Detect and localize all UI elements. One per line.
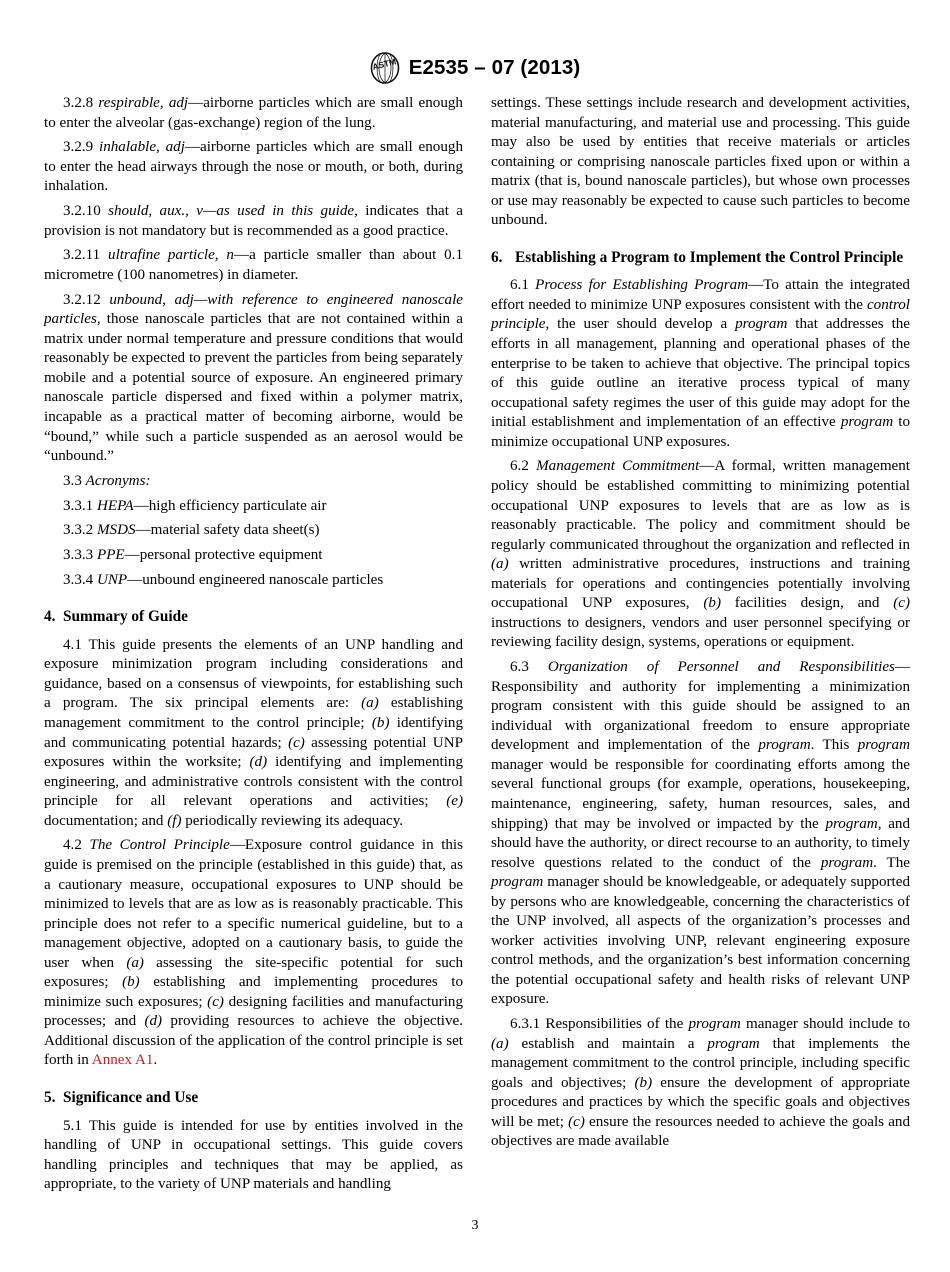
clause-text: —airborne particles which are small enough to enter the head airways through the nose or mouth, or both, during inhalation.: [44, 139, 463, 195]
defined-term: unbound, adj—with reference to engineered nanoscale particles: [44, 291, 463, 328]
clause-text: ensure the development of appropriate procedures and practices by which the specific goals and objectives will be met;: [491, 1074, 910, 1130]
clause-number: 3.2.8: [63, 95, 94, 111]
acronym-term: PPE: [96, 546, 125, 563]
emphasis-program: program: [857, 737, 910, 754]
list-marker-a: (a): [126, 954, 144, 971]
clause-text: facilities design, and: [720, 595, 894, 612]
clause-text: assessing the site-specific potential for such exposures;: [44, 954, 463, 991]
acronym-term: UNP: [96, 571, 128, 588]
clause-text: documentation; and: [44, 812, 168, 829]
list-marker-c: (c): [288, 734, 305, 751]
right-column: [491, 94, 910, 1195]
paragraph-3-2-12: [44, 291, 463, 467]
list-marker-e: (e): [446, 793, 463, 810]
paragraph-3-3: [44, 472, 463, 492]
acronym-term: MSDS: [96, 522, 136, 539]
clause-text: , and should have the authority, or direct recourse to an authority, to timely resolve questions related to the conduct of the: [491, 815, 910, 871]
clause-text: —A formal, written management policy should be established committing to minimizing potential occupational UNP exposures to levels that are as low as is reasonably practicable. The policy and commitment should be regularly communicated throughout the organization and reflected in: [491, 458, 910, 553]
clause-text: designing facilities and manufacturing processes; and: [44, 993, 463, 1030]
paragraph-5-1-continued: settings. These settings include research and development activities, material manufacturing, and material use and processing. This guide may also be used by entities that receive materials or articles containing or comprising nanoscale particles fixed upon or within a matrix (that is, bound nanoscale particles), but whose own processes or use may reasonably be expected to cause such particles to become unbound.: [491, 95, 910, 229]
emphasis-control-principle: control principle: [491, 296, 910, 333]
clause-text: identifying and implementing engineering, and administrative controls consistent with the control principle for all relevant operations and activities;: [44, 754, 463, 810]
clause-text: This guide is intended for use by entities involved in the handling of UNP in occupational settings. This guide covers handling principles and techniques that may be applied, as appropriate, to the variety of UNP materials and handling: [44, 1117, 463, 1193]
clause-number: 6.3.1: [510, 1016, 541, 1033]
paragraph-3-2-9: [44, 138, 463, 197]
clause-text: . The: [873, 854, 910, 871]
clause-text: , those nanoscale particles that are not contained within a matrix under normal temperature and pressure conditions that would reasonably be expected to prevent the particles from being separately mobile and a potential source of exposure. An engineered primary nanoscale particle dispersed and fixed within a polymer matrix, incapable as a practical matter of becoming airborne, would be “bound,” while such a particle suspended as an aerosol would be “unbound.”: [44, 311, 463, 465]
defined-term: Acronyms:: [85, 472, 151, 489]
paragraph-6-1: [491, 276, 910, 452]
acronym-term: HEPA: [96, 497, 134, 514]
paragraph-3-3-3: [44, 546, 463, 566]
paragraph-6-3: [491, 658, 910, 1010]
clause-text: providing resources to achieve the objective. Additional discussion of the application of the control principle is set forth in: [44, 1013, 464, 1069]
clause-number: 5.1: [63, 1117, 82, 1134]
section-heading-4: [44, 607, 463, 627]
paragraph-3-2-11: [44, 246, 463, 285]
emphasis-program: program: [688, 1016, 741, 1033]
clause-number: 4.1: [63, 636, 82, 653]
defined-term: inhalable, adj: [99, 139, 185, 156]
clause-text: —material safety data sheet(s): [135, 522, 320, 539]
list-marker-c: (c): [893, 595, 910, 612]
clause-number: 3.3: [63, 472, 82, 489]
emphasis-program: program: [735, 316, 788, 333]
defined-term: Process for Establishing Program: [535, 277, 749, 294]
emphasis-program: program: [707, 1035, 760, 1052]
clause-text: instructions to designers, vendors and user personnel specifying or reviewing facility design, systems, operations or equipment.: [491, 614, 910, 651]
defined-term: respirable, adj: [98, 95, 189, 111]
clause-number: 6.3: [510, 659, 529, 676]
defined-term: should, aux., v—as used in this guide: [108, 203, 355, 220]
paragraph-6-3-1: [491, 1015, 910, 1152]
clause-number: 3.2.12: [63, 291, 101, 308]
list-marker-b: (b): [634, 1074, 653, 1091]
clause-text: This guide presents the elements of an UNP handling and exposure minimization program including considerations and guidance, based on a consensus of viewpoints, for establishing such a program. The six principal elements are:: [44, 636, 463, 712]
clause-text: Responsibilities of the: [540, 1016, 689, 1033]
section-number: 5.: [44, 1089, 56, 1107]
emphasis-program: program: [820, 854, 874, 871]
paragraph-3-2-8: [44, 94, 463, 133]
clause-text: establishing and implementing procedures to minimize such exposures;: [44, 974, 463, 1010]
annex-a1-link[interactable]: Annex A1: [91, 1052, 154, 1069]
list-marker-d: (d): [249, 754, 268, 771]
page-number: 3: [471, 1218, 479, 1233]
defined-term: Organization of Personnel and Responsibilities: [547, 659, 895, 676]
clause-text: that addresses the efforts in all management, planning and operational phases of the enterprise to be taken to achieve that objective. The principal topics of this guide outline an iterative process typical of many occupational safety regimes the user of this guide may adopt for the initial establishment and implementation of an effective: [491, 316, 911, 431]
clause-text: —a particle smaller than about 0.1 micrometre (100 nanometres) in diameter.: [44, 247, 463, 283]
section-title: Summary of Guide: [63, 608, 188, 626]
astm-logo-icon: [370, 52, 400, 84]
list-marker-b: (b): [703, 595, 721, 612]
list-marker-a: (a): [361, 695, 379, 712]
paragraph-3-2-10: [44, 202, 463, 241]
document-designation: E2535 – 07 (2013): [408, 56, 581, 79]
list-marker-f: (f): [167, 812, 182, 829]
clause-number: 4.2: [63, 837, 82, 854]
emphasis-program: program: [840, 414, 894, 431]
clause-text: —Responsibility and authority for implementing a minimization program consistent with this guide should be assigned to an individual with organizational freedom to ensure appropriate development and implementation of the: [491, 659, 910, 754]
clause-text: , indicates that a provision is not mandatory but is recommended as a good practice.: [44, 203, 463, 239]
running-head: [0, 0, 950, 88]
paragraph-3-3-1: [44, 497, 463, 517]
clause-text: establish and maintain a: [508, 1035, 708, 1052]
section-number: 6.: [491, 248, 503, 266]
section-title: Significance and Use: [63, 1089, 199, 1107]
clause-number: 3.3.4: [63, 571, 94, 588]
section-heading-5: [44, 1088, 463, 1108]
clause-text: to minimize occupational UNP exposures.: [491, 414, 910, 450]
clause-text: manager should include to: [740, 1016, 910, 1033]
clause-number: 3.2.11: [63, 247, 101, 264]
clause-text: —To attain the integrated effort needed to minimize UNP exposures consistent with the: [491, 277, 910, 313]
defined-term: ultrafine particle, n: [108, 247, 234, 264]
paragraph-4-1: [44, 636, 463, 831]
clause-text: ensure the resources needed to achieve the goals and objectives are made available: [491, 1113, 910, 1150]
section-heading-6: [491, 248, 910, 268]
clause-text: —airborne particles which are small enough to enter the alveolar (gas-exchange) region of the lung.: [44, 95, 463, 131]
emphasis-program: program: [491, 874, 544, 891]
clause-text: that implements the management commitment to the control principle, including specific goals and objectives;: [491, 1035, 910, 1091]
clause-number: 3.2.10: [63, 203, 101, 220]
clause-number: 3.3.3: [63, 546, 94, 563]
list-marker-d: (d): [144, 1013, 163, 1030]
clause-number: 3.2.9: [63, 139, 94, 156]
emphasis-program: program: [825, 815, 878, 832]
section-title: Establishing a Program to Implement the Control Principle: [515, 248, 904, 266]
defined-term: The Control Principle: [89, 837, 230, 854]
clause-text: manager would be responsible for coordinating efforts among the several functional groups (for example, operations, housekeeping, maintenance, engineering, safety, human resources, sales, and shipping) that may be involved or impacted by the: [491, 756, 910, 832]
list-marker-c: (c): [207, 993, 224, 1010]
paragraph-3-3-2: [44, 521, 463, 541]
svg-text:ASTM: ASTM: [371, 56, 397, 72]
paragraph-3-3-4: [44, 571, 463, 591]
list-marker-c: (c): [568, 1113, 585, 1130]
list-marker-b: (b): [122, 974, 140, 991]
clause-text: . This: [810, 737, 858, 754]
list-marker-a: (a): [491, 1035, 509, 1052]
clause-number: 6.2: [510, 458, 529, 475]
clause-text: —Exposure control guidance in this guide is premised on the principle (established in this guide) that, as a cautionary measure, occupational exposures to UNP should be minimized to levels that are as low as is reasonably practicable. This principle does not refer to a specific numerical guideline, but to a management objective, adopted on a cautionary basis, to guide the user when: [44, 837, 463, 971]
clause-text: written administrative procedures, instructions and training materials for operations and contingencies potentially involving occupational UNP exposures,: [491, 556, 910, 612]
clause-text: manager should be knowledgeable, or adequately supported by persons who are knowledgeable, concerning the characteristics of the UNP involved, all aspects of the organization’s processes and worker activities involving UNP, relevant engineering exposure control methods, and the organization’s best information concerning the potential occupational safety and health risks of relevant UNP exposure.: [491, 874, 910, 1008]
body-columns: [44, 94, 910, 1195]
section-number: 4.: [44, 608, 56, 626]
list-marker-b: (b): [371, 715, 390, 731]
left-column: [44, 94, 463, 1195]
clause-text: assessing potential UNP exposures within the worksite;: [44, 734, 463, 771]
clause-text: —unbound engineered nanoscale particles: [127, 571, 384, 588]
clause-number: 3.3.2: [63, 522, 94, 539]
paragraph-4-2: [44, 836, 463, 1071]
paragraph-6-2: [491, 457, 910, 652]
defined-term: Management Commitment: [536, 458, 700, 475]
emphasis-program: program: [758, 737, 811, 754]
clause-text: identifying and communicating potential hazards;: [44, 715, 463, 751]
clause-text: .: [153, 1052, 158, 1069]
clause-text: —personal protective equipment: [124, 546, 323, 563]
list-marker-a: (a): [491, 556, 509, 573]
clause-number: 6.1: [510, 277, 529, 294]
clause-text: establishing management commitment to the control principle;: [44, 695, 463, 731]
clause-text: —high efficiency particulate air: [133, 497, 327, 514]
clause-text: , the user should develop a: [545, 316, 736, 333]
clause-text: periodically reviewing its adequacy.: [181, 812, 404, 829]
paragraph-5-1: [44, 1117, 463, 1195]
clause-number: 3.3.1: [63, 497, 94, 514]
